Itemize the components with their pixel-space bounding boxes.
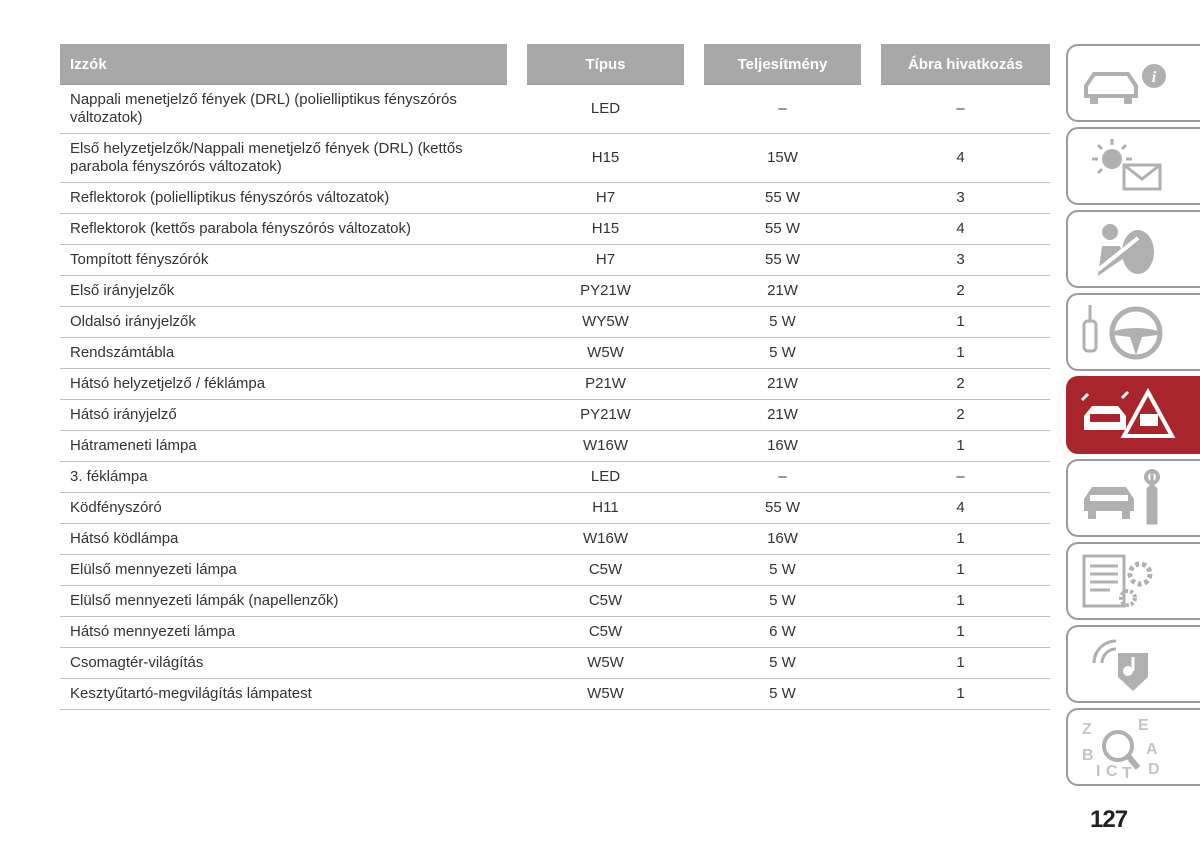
bulb-power: – <box>694 85 871 134</box>
bulb-figure-ref: 1 <box>871 555 1050 586</box>
bulb-name: Első irányjelzők <box>60 276 517 307</box>
bulb-table-container <box>60 44 1050 710</box>
bulb-type: LED <box>517 462 694 493</box>
bulb-type: C5W <box>517 586 694 617</box>
dashboard-lights-icon <box>1078 135 1178 197</box>
table-row <box>60 338 1050 369</box>
bulb-name: Oldalsó irányjelzők <box>60 307 517 338</box>
table-row <box>60 183 1050 214</box>
bulb-name: Első helyzetjelzők/Nappali menetjelző fények (DRL) (kettős parabola fényszórós változatok) <box>60 134 517 183</box>
bulb-figure-ref: 1 <box>871 617 1050 648</box>
svg-text:Z: Z <box>1082 721 1092 738</box>
chapter-sidebar <box>1066 44 1200 791</box>
bulb-figure-ref: 2 <box>871 369 1050 400</box>
bulb-type: W5W <box>517 338 694 369</box>
tab-safety[interactable] <box>1066 210 1200 288</box>
page-number: 127 <box>1090 806 1128 833</box>
steering-key-icon <box>1078 301 1178 363</box>
bulb-name: Tompított fényszórók <box>60 245 517 276</box>
bulb-figure-ref: 1 <box>871 586 1050 617</box>
bulb-name: Kesztyűtartó-megvilágítás lámpatest <box>60 679 517 710</box>
svg-text:i: i <box>1151 69 1157 86</box>
svg-text:T: T <box>1122 765 1132 778</box>
safety-airbag-icon <box>1078 218 1178 280</box>
tab-dashboard-lights[interactable] <box>1066 127 1200 205</box>
bulb-power: – <box>694 462 871 493</box>
table-row <box>60 307 1050 338</box>
table-row <box>60 400 1050 431</box>
bulb-type: H7 <box>517 245 694 276</box>
bulb-type: H15 <box>517 214 694 245</box>
svg-text:E: E <box>1138 717 1149 734</box>
bulb-type: PY21W <box>517 276 694 307</box>
bulb-name: Ködfényszóró <box>60 493 517 524</box>
bulb-name: Hátsó ködlámpa <box>60 524 517 555</box>
car-maintenance-icon <box>1078 467 1178 529</box>
svg-text:I: I <box>1096 763 1101 778</box>
svg-text:D: D <box>1148 761 1160 778</box>
bulb-power: 16W <box>694 431 871 462</box>
bulb-type: WY5W <box>517 307 694 338</box>
bulb-type: P21W <box>517 369 694 400</box>
bulb-power: 55 W <box>694 183 871 214</box>
table-row <box>60 369 1050 400</box>
table-row <box>60 276 1050 307</box>
bulb-type: PY21W <box>517 400 694 431</box>
table-row <box>60 648 1050 679</box>
bulb-power: 5 W <box>694 648 871 679</box>
bulb-figure-ref: 3 <box>871 183 1050 214</box>
tab-multimedia[interactable] <box>1066 625 1200 703</box>
svg-text:A: A <box>1146 741 1158 758</box>
table-row <box>60 245 1050 276</box>
svg-text:C: C <box>1106 763 1118 778</box>
bulb-name: Nappali menetjelző fények (DRL) (polielliptikus fényszórós változatok) <box>60 85 517 134</box>
table-row <box>60 679 1050 710</box>
bulb-type: H15 <box>517 134 694 183</box>
bulb-power: 55 W <box>694 214 871 245</box>
technical-data-icon <box>1078 550 1178 612</box>
tab-steering[interactable] <box>1066 293 1200 371</box>
bulb-power: 21W <box>694 276 871 307</box>
bulb-type: W16W <box>517 431 694 462</box>
bulb-type: LED <box>517 85 694 134</box>
table-row <box>60 524 1050 555</box>
tab-car-info[interactable] <box>1066 44 1200 122</box>
table-row <box>60 85 1050 134</box>
bulb-type: H7 <box>517 183 694 214</box>
bulb-figure-ref: 1 <box>871 338 1050 369</box>
bulb-figure-ref: – <box>871 85 1050 134</box>
bulb-type: C5W <box>517 617 694 648</box>
bulb-power: 21W <box>694 400 871 431</box>
bulb-power: 5 W <box>694 679 871 710</box>
bulb-power: 55 W <box>694 245 871 276</box>
bulb-type: C5W <box>517 555 694 586</box>
table-row <box>60 214 1050 245</box>
bulb-power: 5 W <box>694 555 871 586</box>
bulb-figure-ref: 2 <box>871 276 1050 307</box>
bulb-type: W16W <box>517 524 694 555</box>
table-row <box>60 431 1050 462</box>
tab-emergency[interactable] <box>1066 376 1200 454</box>
header-bulbs: Izzók <box>60 44 517 85</box>
bulb-power: 5 W <box>694 586 871 617</box>
bulb-name: Hátsó helyzetjelző / féklámpa <box>60 369 517 400</box>
bulb-power: 15W <box>694 134 871 183</box>
bulb-name: Elülső mennyezeti lámpák (napellenzők) <box>60 586 517 617</box>
bulb-figure-ref: – <box>871 462 1050 493</box>
bulb-type: W5W <box>517 679 694 710</box>
header-power: Teljesítmény <box>694 44 871 85</box>
bulb-figure-ref: 3 <box>871 245 1050 276</box>
table-row <box>60 617 1050 648</box>
bulb-name: Reflektorok (polielliptikus fényszórós változatok) <box>60 183 517 214</box>
bulb-power: 16W <box>694 524 871 555</box>
tab-maintenance[interactable] <box>1066 459 1200 537</box>
bulb-name: Reflektorok (kettős parabola fényszórós változatok) <box>60 214 517 245</box>
multimedia-icon <box>1078 633 1178 695</box>
bulb-figure-ref: 1 <box>871 524 1050 555</box>
bulb-power: 5 W <box>694 307 871 338</box>
bulb-name: Hátrameneti lámpa <box>60 431 517 462</box>
emergency-warning-icon <box>1078 384 1178 446</box>
bulb-figure-ref: 1 <box>871 431 1050 462</box>
bulb-name: 3. féklámpa <box>60 462 517 493</box>
bulb-power: 55 W <box>694 493 871 524</box>
table-header-row <box>60 44 1050 85</box>
bulb-figure-ref: 4 <box>871 134 1050 183</box>
bulb-name: Rendszámtábla <box>60 338 517 369</box>
bulb-figure-ref: 4 <box>871 493 1050 524</box>
table-row <box>60 586 1050 617</box>
table-row <box>60 493 1050 524</box>
alphabetical-index-icon <box>1078 716 1178 778</box>
tab-index[interactable] <box>1066 708 1200 786</box>
bulb-type: H11 <box>517 493 694 524</box>
bulb-name: Hátsó mennyezeti lámpa <box>60 617 517 648</box>
bulb-power: 6 W <box>694 617 871 648</box>
bulb-power: 21W <box>694 369 871 400</box>
table-row <box>60 555 1050 586</box>
tab-technical-data[interactable] <box>1066 542 1200 620</box>
bulb-table <box>60 44 1050 710</box>
bulb-name: Csomagtér-világítás <box>60 648 517 679</box>
header-figure-ref: Ábra hivatkozás <box>871 44 1050 85</box>
bulb-figure-ref: 1 <box>871 648 1050 679</box>
car-info-icon <box>1078 52 1178 114</box>
bulb-name: Hátsó irányjelző <box>60 400 517 431</box>
bulb-figure-ref: 4 <box>871 214 1050 245</box>
svg-text:B: B <box>1082 747 1094 764</box>
bulb-name: Elülső mennyezeti lámpa <box>60 555 517 586</box>
bulb-figure-ref: 1 <box>871 307 1050 338</box>
bulb-figure-ref: 1 <box>871 679 1050 710</box>
table-row <box>60 462 1050 493</box>
header-type: Típus <box>517 44 694 85</box>
bulb-power: 5 W <box>694 338 871 369</box>
table-row <box>60 134 1050 183</box>
bulb-type: W5W <box>517 648 694 679</box>
bulb-figure-ref: 2 <box>871 400 1050 431</box>
